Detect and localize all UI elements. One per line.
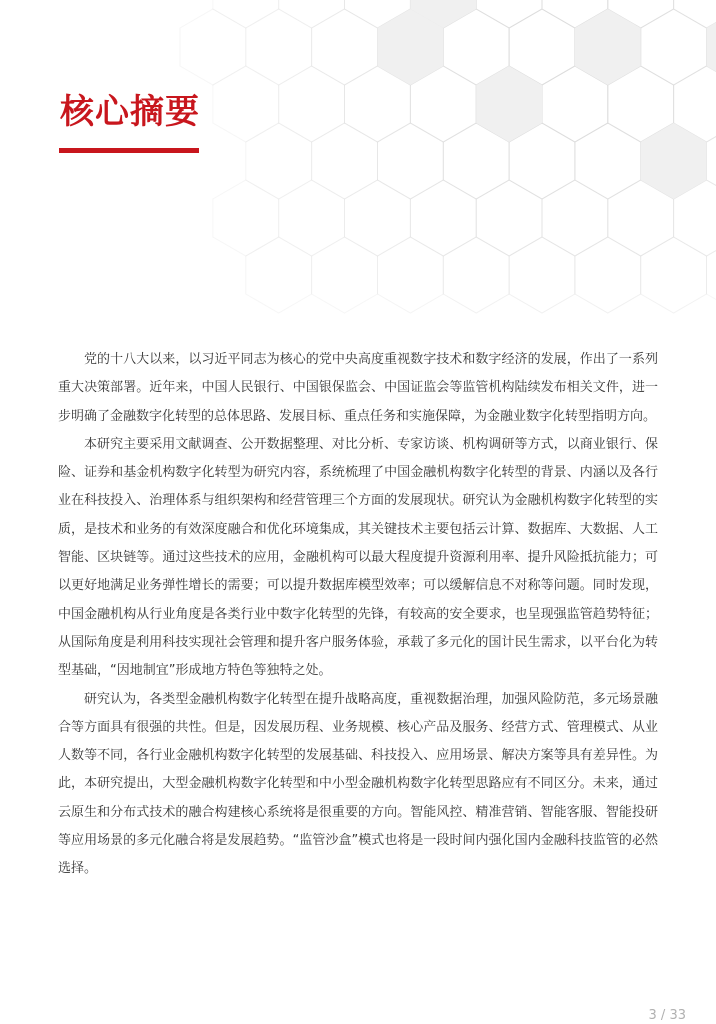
hexagon-outline — [410, 180, 476, 256]
hexagon-outline — [378, 123, 444, 199]
hexagon-outline — [246, 237, 312, 313]
hexagon-tile-filled — [707, 9, 716, 85]
hexagon-outline — [312, 123, 378, 199]
hexagon-outline — [443, 237, 509, 313]
hexagon-outline — [476, 0, 542, 28]
hexagon-outline — [213, 0, 279, 28]
hexagon-outline — [246, 123, 312, 199]
hexagon-outline — [378, 237, 444, 313]
hexagon-outline — [312, 9, 378, 85]
hexagon-background-pattern — [0, 0, 716, 330]
hexagon-outline — [312, 237, 378, 313]
paragraph-2: 本研究主要采用文献调查、公开数据整理、对比分析、专家访谈、机构调研等方式，以商业银行、保险、证券和基金机构数字化转型为研究内容，系统梳理了中国金融机构数字化转型的背景、内涵以及各行业在科技投入、治理体系与组织架构和经营管理三个方面的发展现状。研究认为金融机构数字化转型的实质，是技术和业务的有效深度融合和优化环境集成，其关键技术主要包括云计算、数据库、大数据、人工智能、区块链等。通过这些技术的应用，金融机构可以最大程度提升资源利用率、提升风险抵抗能力；可以更好地满足业务弹性增长的需要；可以提升数据库模型效率；可以缓解信息不对称等问题。同时发现，中国金融机构从行业角度是各类行业中数字化转型的先锋，有较高的安全要求，也呈现强监管趋势特征；从国际角度是利用科技实现社会管理和提升客户服务体验，承载了多元化的国计民生需求，以平台化为转型基础，“因地制宜”形成地方特色等独特之处。 — [58, 436, 658, 679]
title-underline — [59, 148, 199, 153]
page-title: 核心摘要 — [60, 92, 200, 132]
summary-body — [58, 346, 658, 884]
page-number: 3 / 33 — [648, 1008, 686, 1023]
hexagon-outline — [707, 237, 716, 313]
hexagon-outline — [674, 0, 716, 28]
paragraph-3: 研究认为，各类型金融机构数字化转型在提升战略高度，重视数据治理，加强风险防范，多元场景融合等方面具有很强的共性。但是，因发展历程、业务规模、核心产品及服务、经营方式、管理模式、从业人数等不同，各行业金融机构数字化转型的发展基础、科技投入、应用场景、解决方案等具有差异性。为此，本研究提出，大型金融机构数字化转型和中小型金融机构数字化转型思路应有不同区分。未来，通过云原生和分布式技术的融合构建核心系统将是很重要的方向。智能风控、精准营销、智能客服、智能投研等应用场景的多元化融合将是发展趋势。“监管沙盒”模式也将是一段时间内强化国内金融科技监管的必然选择。 — [58, 691, 658, 877]
hexagon-outline — [279, 180, 345, 256]
hexagon-outline — [509, 237, 575, 313]
hexagon-tile-filled — [476, 66, 542, 142]
hexagon-outline — [279, 0, 345, 28]
hexagon-outline — [345, 180, 411, 256]
hexagon-outline — [575, 237, 641, 313]
hexagon-outline — [575, 123, 641, 199]
hexagon-outline — [213, 180, 279, 256]
hexagon-outline — [641, 9, 707, 85]
paragraph-1: 党的十八大以来，以习近平同志为核心的党中央高度重视数字技术和数字经济的发展，作出了一系列重大决策部署。近年来，中国人民银行、中国银保监会、中国证监会等监管机构陆续发布相关文件，进一步明确了金融数字化转型的总体思路、发展目标、重点任务和实施保障，为金融业数字化转型指明方向。 — [58, 352, 658, 424]
hexagon-outline — [476, 180, 542, 256]
hexagon-outline — [246, 9, 312, 85]
hexagon-outline — [641, 237, 707, 313]
hexagon-outline — [707, 123, 716, 199]
hexagon-tile-filled — [641, 123, 707, 199]
hexagon-outline — [180, 9, 246, 85]
hexagon-outline — [542, 180, 608, 256]
hexagon-outline — [213, 66, 279, 142]
hexagon-outline — [279, 66, 345, 142]
hexagon-tile-filled — [575, 9, 641, 85]
